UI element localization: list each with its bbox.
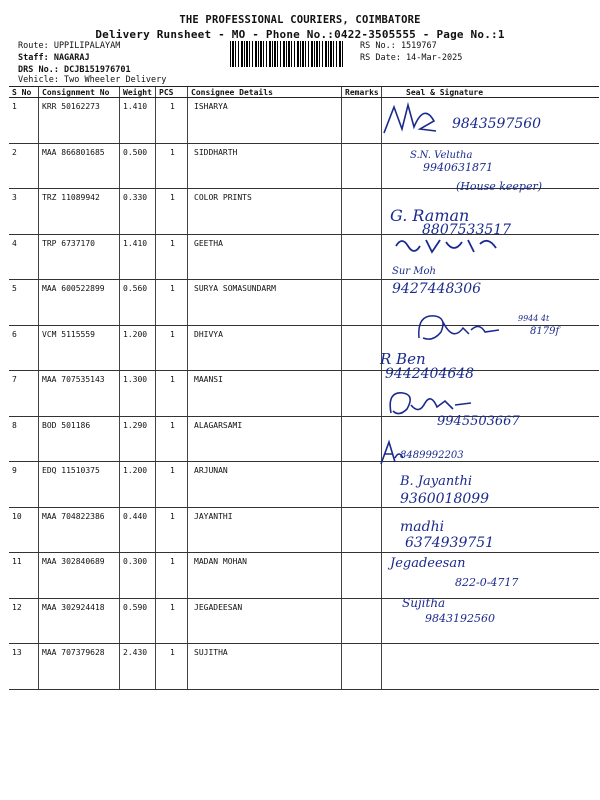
signature-phone-4: 8807533517 xyxy=(422,222,512,238)
runsheet-title: Delivery Runsheet - MO - Phone No.:0422-3505555 - Page No.:1 xyxy=(95,28,505,41)
cell-pcs: 1 xyxy=(156,644,188,690)
signature-scribble-4 xyxy=(392,234,502,256)
cell-consignment-no: MAA 707535143 xyxy=(39,371,120,417)
cell-weight: 0.500 xyxy=(120,143,156,189)
col-remarks-header: Remarks xyxy=(342,87,382,98)
signature-name-11: madhi xyxy=(400,519,445,535)
cell-weight: 2.430 xyxy=(120,644,156,690)
cell-remarks xyxy=(342,143,382,189)
table-row xyxy=(9,325,599,371)
table-row xyxy=(9,598,599,644)
cell-remarks xyxy=(342,462,382,508)
signature-phone-11: 6374939751 xyxy=(405,535,495,551)
cell-consignment-no: MAA 600522899 xyxy=(39,280,120,326)
signature-name-12: Jegadeesan xyxy=(390,556,466,571)
cell-consignment-no: VCM 5115559 xyxy=(39,325,120,371)
cell-weight: 0.300 xyxy=(120,553,156,599)
cell-consignment-no: MAA 704822386 xyxy=(39,507,120,553)
cell-pcs: 1 xyxy=(156,280,188,326)
cell-consignment-no: TRP 6737170 xyxy=(39,234,120,280)
rs-number: RS No.: 1519767 xyxy=(360,41,437,51)
col-pcs-header: PCS xyxy=(156,87,188,98)
cell-consignment-no: EDQ 11510375 xyxy=(39,462,120,508)
cell-consignee: GEETHA xyxy=(188,234,342,280)
cell-weight: 1.200 xyxy=(120,462,156,508)
col-sno-header: S No xyxy=(9,87,39,98)
cell-weight: 0.330 xyxy=(120,189,156,235)
vehicle-label: Vehicle: Two Wheeler Delivery xyxy=(18,75,167,85)
cell-weight: 1.410 xyxy=(120,98,156,144)
table-row xyxy=(9,644,599,690)
signature-phone-12: 822-0-4717 xyxy=(455,576,519,589)
cell-remarks xyxy=(342,371,382,417)
cell-consignee: COLOR PRINTS xyxy=(188,189,342,235)
cell-consignment-no: KRR 50162273 xyxy=(39,98,120,144)
barcode-image xyxy=(230,41,344,67)
cell-consignee: JAYANTHI xyxy=(188,507,342,553)
cell-remarks xyxy=(342,189,382,235)
table-row xyxy=(9,507,599,553)
cell-sno: 13 xyxy=(9,644,39,690)
cell-consignment-no: MAA 866801685 xyxy=(39,143,120,189)
signature-note-6b: 8179f xyxy=(530,326,560,337)
cell-consignment-no: MAA 707379628 xyxy=(39,644,120,690)
cell-pcs: 1 xyxy=(156,189,188,235)
col-signature-header: Seal & Signature xyxy=(382,87,600,98)
cell-consignee: MAANSI xyxy=(188,371,342,417)
signature-name-5: Sur Moh xyxy=(392,266,436,277)
cell-sno: 9 xyxy=(9,462,39,508)
cell-remarks xyxy=(342,234,382,280)
drs-number: DRS No.: DCJB151976701 xyxy=(18,65,131,75)
cell-pcs: 1 xyxy=(156,462,188,508)
signature-phone-1: 9843597560 xyxy=(452,116,542,132)
signature-scribble-6 xyxy=(413,308,503,348)
cell-weight: 1.290 xyxy=(120,416,156,462)
cell-remarks xyxy=(342,553,382,599)
signature-phone-9: 8489992203 xyxy=(400,450,464,461)
signature-phone-7: 9442404648 xyxy=(385,366,475,382)
cell-remarks xyxy=(342,280,382,326)
cell-signature xyxy=(382,644,600,690)
table-row xyxy=(9,234,599,280)
table-header-row xyxy=(9,87,599,98)
staff-label: Staff: NAGARAJ xyxy=(18,53,90,63)
cell-remarks xyxy=(342,644,382,690)
cell-weight: 1.410 xyxy=(120,234,156,280)
signature-name-10: B. Jayanthi xyxy=(400,474,473,489)
table-row xyxy=(9,462,599,508)
cell-consignee: MADAN MOHAN xyxy=(188,553,342,599)
col-consignment-header: Consignment No xyxy=(39,87,120,98)
cell-remarks xyxy=(342,98,382,144)
signature-name-4: G. Raman xyxy=(390,206,470,225)
cell-consignee: SURYA SOMASUNDARM xyxy=(188,280,342,326)
cell-pcs: 1 xyxy=(156,371,188,417)
table-row xyxy=(9,371,599,417)
rs-date: RS Date: 14-Mar-2025 xyxy=(360,53,463,63)
signature-phone-5: 9427448306 xyxy=(392,281,482,297)
cell-sno: 7 xyxy=(9,371,39,417)
cell-consignee: JEGADEESAN xyxy=(188,598,342,644)
cell-pcs: 1 xyxy=(156,98,188,144)
cell-consignment-no: BOD 501186 xyxy=(39,416,120,462)
cell-pcs: 1 xyxy=(156,143,188,189)
signature-phone-10: 9360018099 xyxy=(400,491,490,507)
route-label: Route: UPPILIPALAYAM xyxy=(18,41,121,51)
cell-sno: 12 xyxy=(9,598,39,644)
cell-remarks xyxy=(342,325,382,371)
cell-sno: 8 xyxy=(9,416,39,462)
signature-name-7: R Ben xyxy=(380,350,426,368)
cell-weight: 0.590 xyxy=(120,598,156,644)
cell-consignee: DHIVYA xyxy=(188,325,342,371)
signature-note-6a: 9944 4t xyxy=(518,314,550,323)
cell-weight: 0.560 xyxy=(120,280,156,326)
cell-weight: 1.300 xyxy=(120,371,156,417)
cell-consignee: SUJITHA xyxy=(188,644,342,690)
cell-consignee: ARJUNAN xyxy=(188,462,342,508)
signature-phone-8: 9945503667 xyxy=(437,414,520,429)
signature-phone-13: 9843192560 xyxy=(425,612,495,625)
cell-consignment-no: TRZ 11089942 xyxy=(39,189,120,235)
cell-consignee: ISHARYA xyxy=(188,98,342,144)
cell-weight: 0.440 xyxy=(120,507,156,553)
signature-phone-2: 9940631871 xyxy=(423,161,493,174)
cell-sno: 1 xyxy=(9,98,39,144)
cell-sno: 11 xyxy=(9,553,39,599)
table-row xyxy=(9,280,599,326)
cell-sno: 5 xyxy=(9,280,39,326)
cell-remarks xyxy=(342,598,382,644)
cell-remarks xyxy=(342,416,382,462)
cell-sno: 6 xyxy=(9,325,39,371)
signature-name-13: Sujitha xyxy=(402,596,446,610)
cell-weight: 1.200 xyxy=(120,325,156,371)
cell-pcs: 1 xyxy=(156,325,188,371)
cell-sno: 4 xyxy=(9,234,39,280)
col-consignee-header: Consignee Details xyxy=(188,87,342,98)
company-title: THE PROFESSIONAL COURIERS, COIMBATORE xyxy=(179,14,421,26)
cell-pcs: 1 xyxy=(156,416,188,462)
cell-sno: 2 xyxy=(9,143,39,189)
cell-sno: 10 xyxy=(9,507,39,553)
cell-pcs: 1 xyxy=(156,553,188,599)
cell-sno: 3 xyxy=(9,189,39,235)
cell-pcs: 1 xyxy=(156,598,188,644)
cell-remarks xyxy=(342,507,382,553)
cell-consignment-no: MAA 302840689 xyxy=(39,553,120,599)
signature-note-3: (House keeper) xyxy=(456,180,543,193)
cell-pcs: 1 xyxy=(156,507,188,553)
signature-name-2: S.N. Velutha xyxy=(410,150,473,161)
signature-scribble-1 xyxy=(380,99,440,139)
cell-consignee: SIDDHARTH xyxy=(188,143,342,189)
cell-pcs: 1 xyxy=(156,234,188,280)
cell-consignee: ALAGARSAMI xyxy=(188,416,342,462)
cell-consignment-no: MAA 302924418 xyxy=(39,598,120,644)
col-weight-header: Weight xyxy=(120,87,156,98)
runsheet-table xyxy=(9,86,599,690)
